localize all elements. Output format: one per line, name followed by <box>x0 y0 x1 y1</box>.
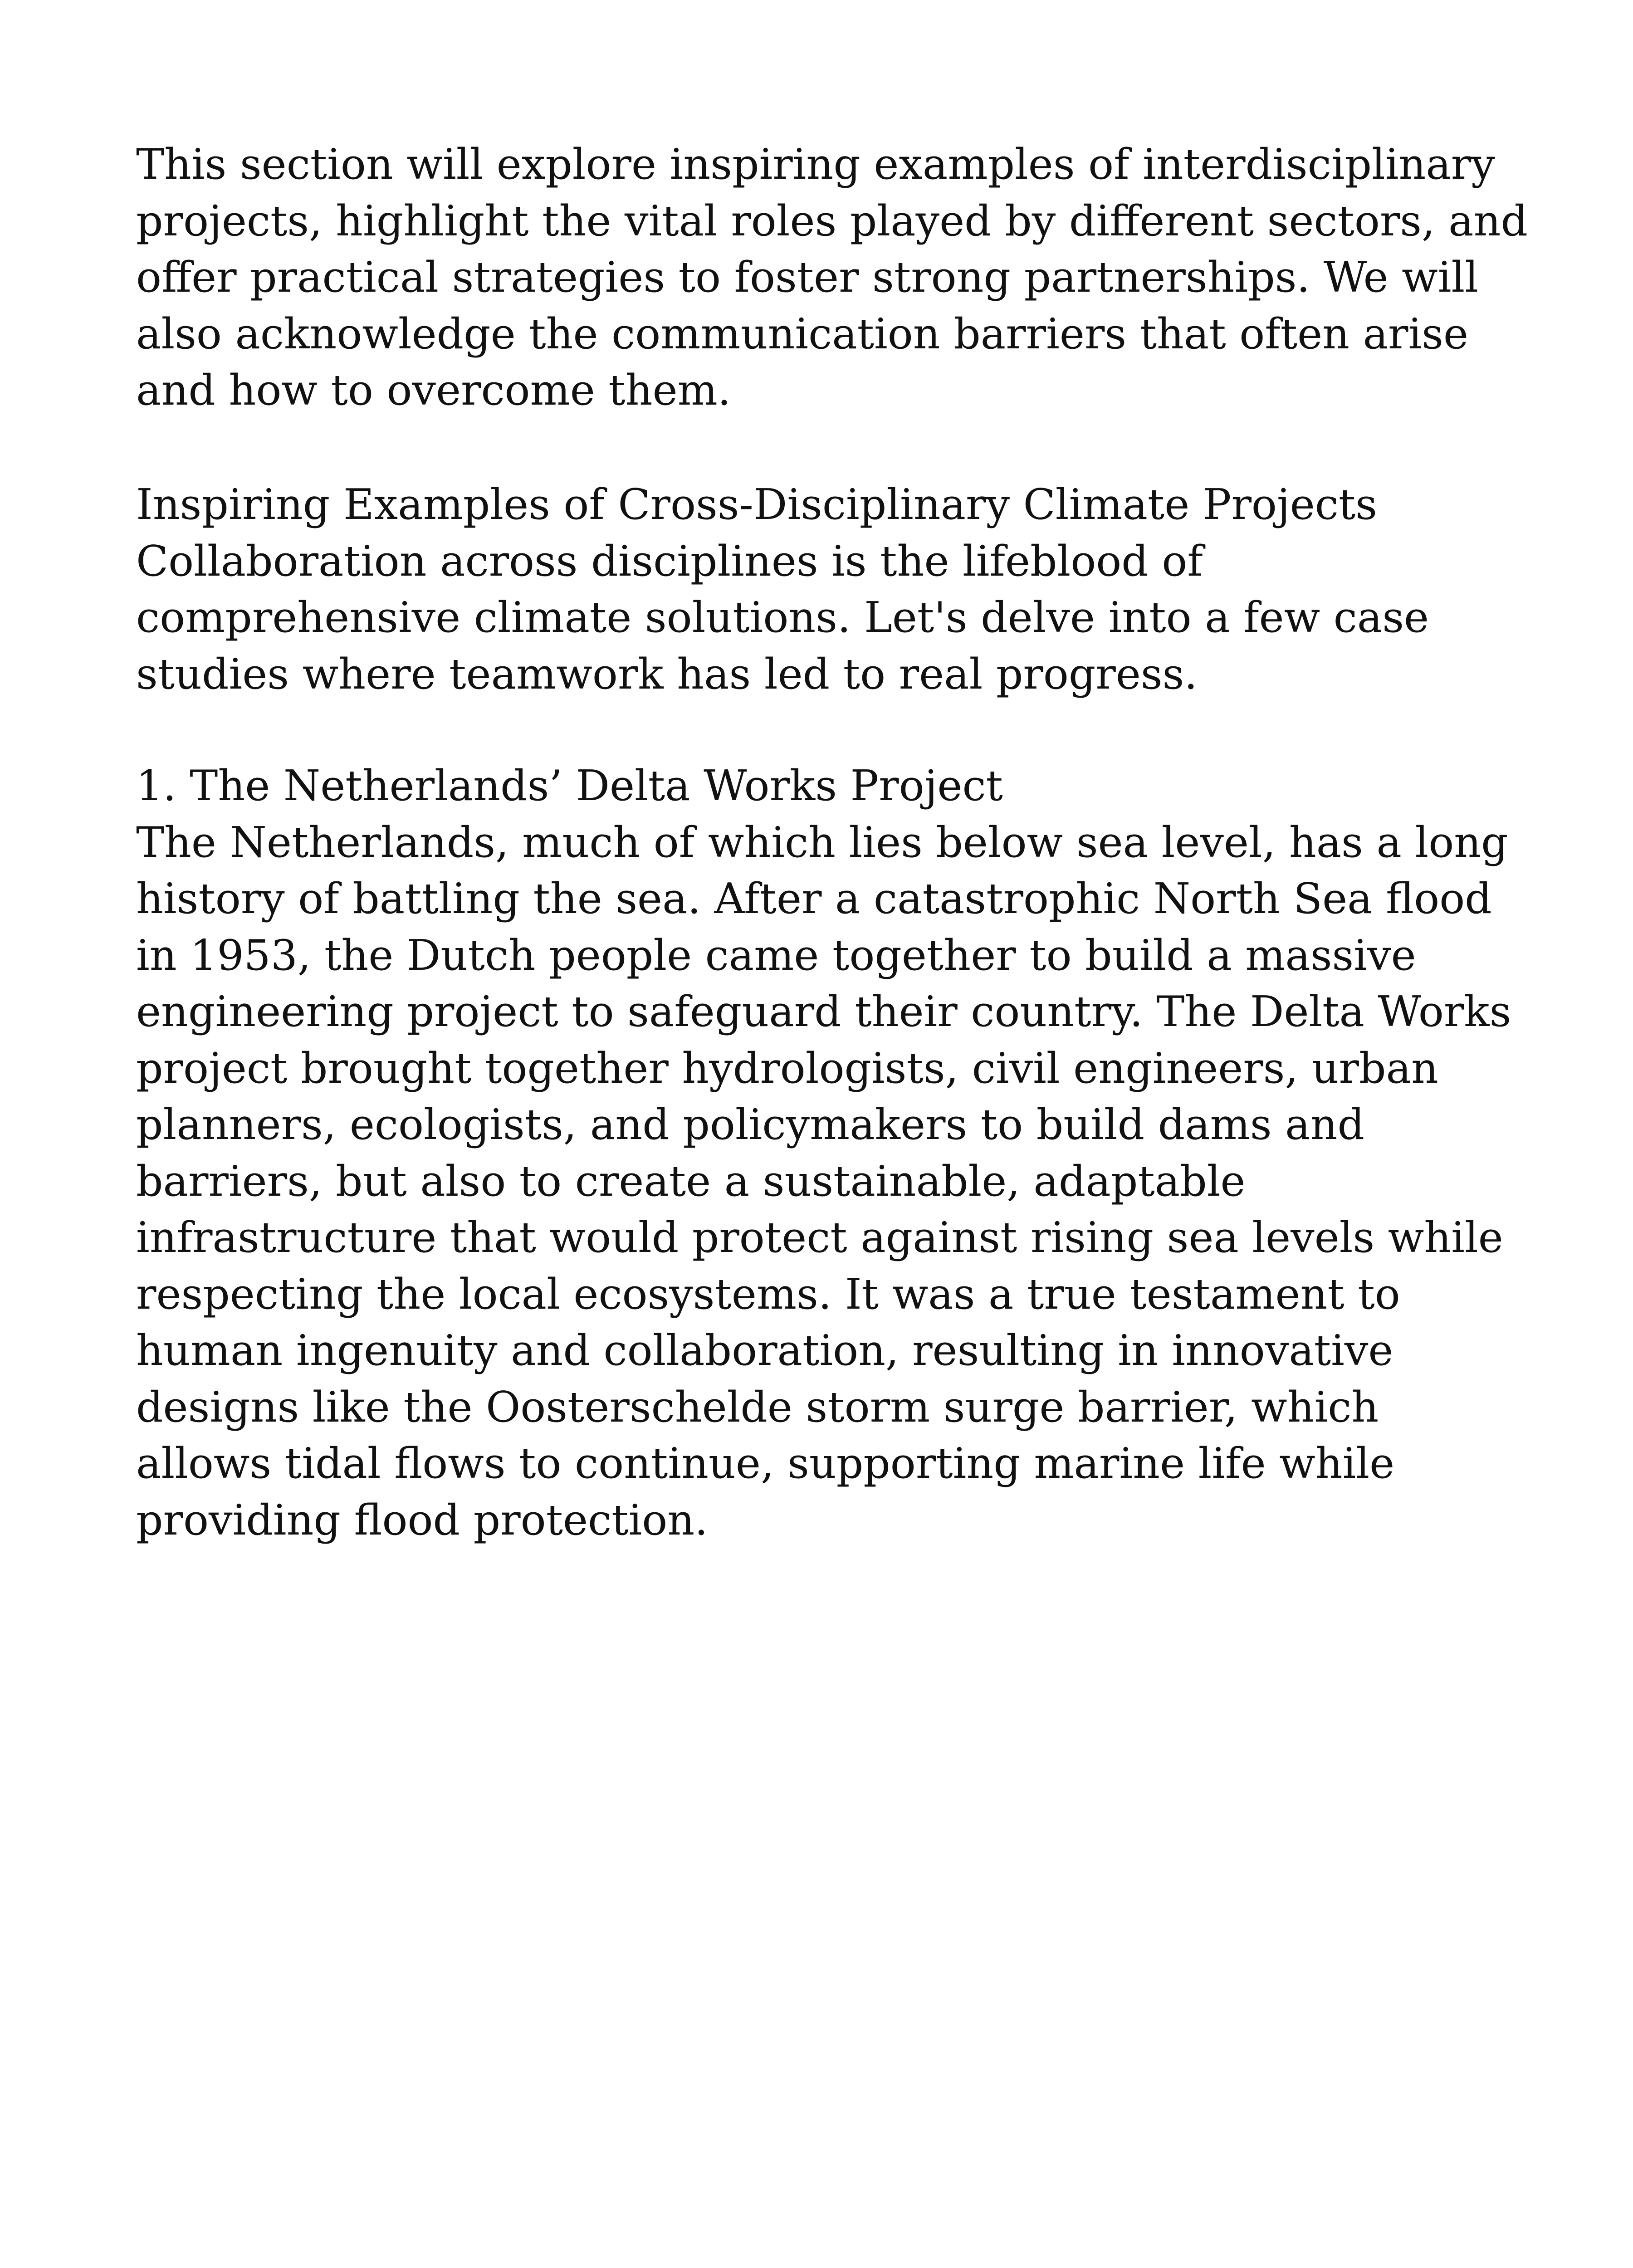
intro-paragraph-line: This section will explore inspiring examples of interdisciplinary <box>136 140 1495 189</box>
delta-works-paragraph-line: respecting the local ecosystems. It was a true testament to <box>136 1269 1400 1319</box>
delta-works-paragraph-line: infrastructure that would protect against rising sea levels while <box>136 1213 1503 1262</box>
intro-paragraph-line: offer practical strategies to foster strong partnerships. We will <box>136 253 1479 302</box>
delta-works-paragraph-line: human ingenuity and collaboration, resulting in innovative <box>136 1326 1393 1375</box>
delta-works-paragraph-line: history of battling the sea. After a catastrophic North Sea flood <box>136 874 1492 923</box>
delta-works-paragraph-line: designs like the Oosterschelde storm surge barrier, which <box>136 1382 1379 1432</box>
delta-works-paragraph-line: providing flood protection. <box>136 1495 708 1545</box>
delta-works-paragraph-line: in 1953, the Dutch people came together to build a massive <box>136 930 1416 980</box>
delta-works-paragraph-line: barriers, but also to create a sustainable, adaptable <box>136 1156 1246 1206</box>
delta-works-paragraph-line: The Netherlands, much of which lies below sea level, has a long <box>136 817 1508 867</box>
intro-paragraph <box>136 136 1528 419</box>
intro-paragraph-line: also acknowledge the communication barriers that often arise <box>136 309 1468 358</box>
examples-paragraph-line: studies where teamwork has led to real progress. <box>136 649 1198 699</box>
examples-paragraph-line: comprehensive climate solutions. Let's delve into a few case <box>136 593 1429 642</box>
delta-works-paragraph-line: engineering project to safeguard their country. The Delta Works <box>136 987 1511 1036</box>
examples-section <box>136 476 1474 702</box>
delta-works-paragraph-line: allows tidal flows to continue, supporting marine life while <box>136 1439 1395 1488</box>
delta-works-paragraph-line: project brought together hydrologists, civil engineers, urban <box>136 1043 1438 1093</box>
section-heading: Inspiring Examples of Cross-Disciplinary Climate Projects <box>136 480 1377 529</box>
examples-paragraph-line: Collaboration across disciplines is the lifeblood of <box>136 536 1203 586</box>
delta-works-section <box>136 758 1511 1548</box>
intro-paragraph-line: and how to overcome them. <box>136 366 731 415</box>
subsection-heading: 1. The Netherlands’ Delta Works Project <box>136 761 1003 810</box>
intro-paragraph-line: projects, highlight the vital roles played by different sectors, and <box>136 196 1528 245</box>
delta-works-paragraph-line: planners, ecologists, and policymakers to build dams and <box>136 1100 1365 1149</box>
